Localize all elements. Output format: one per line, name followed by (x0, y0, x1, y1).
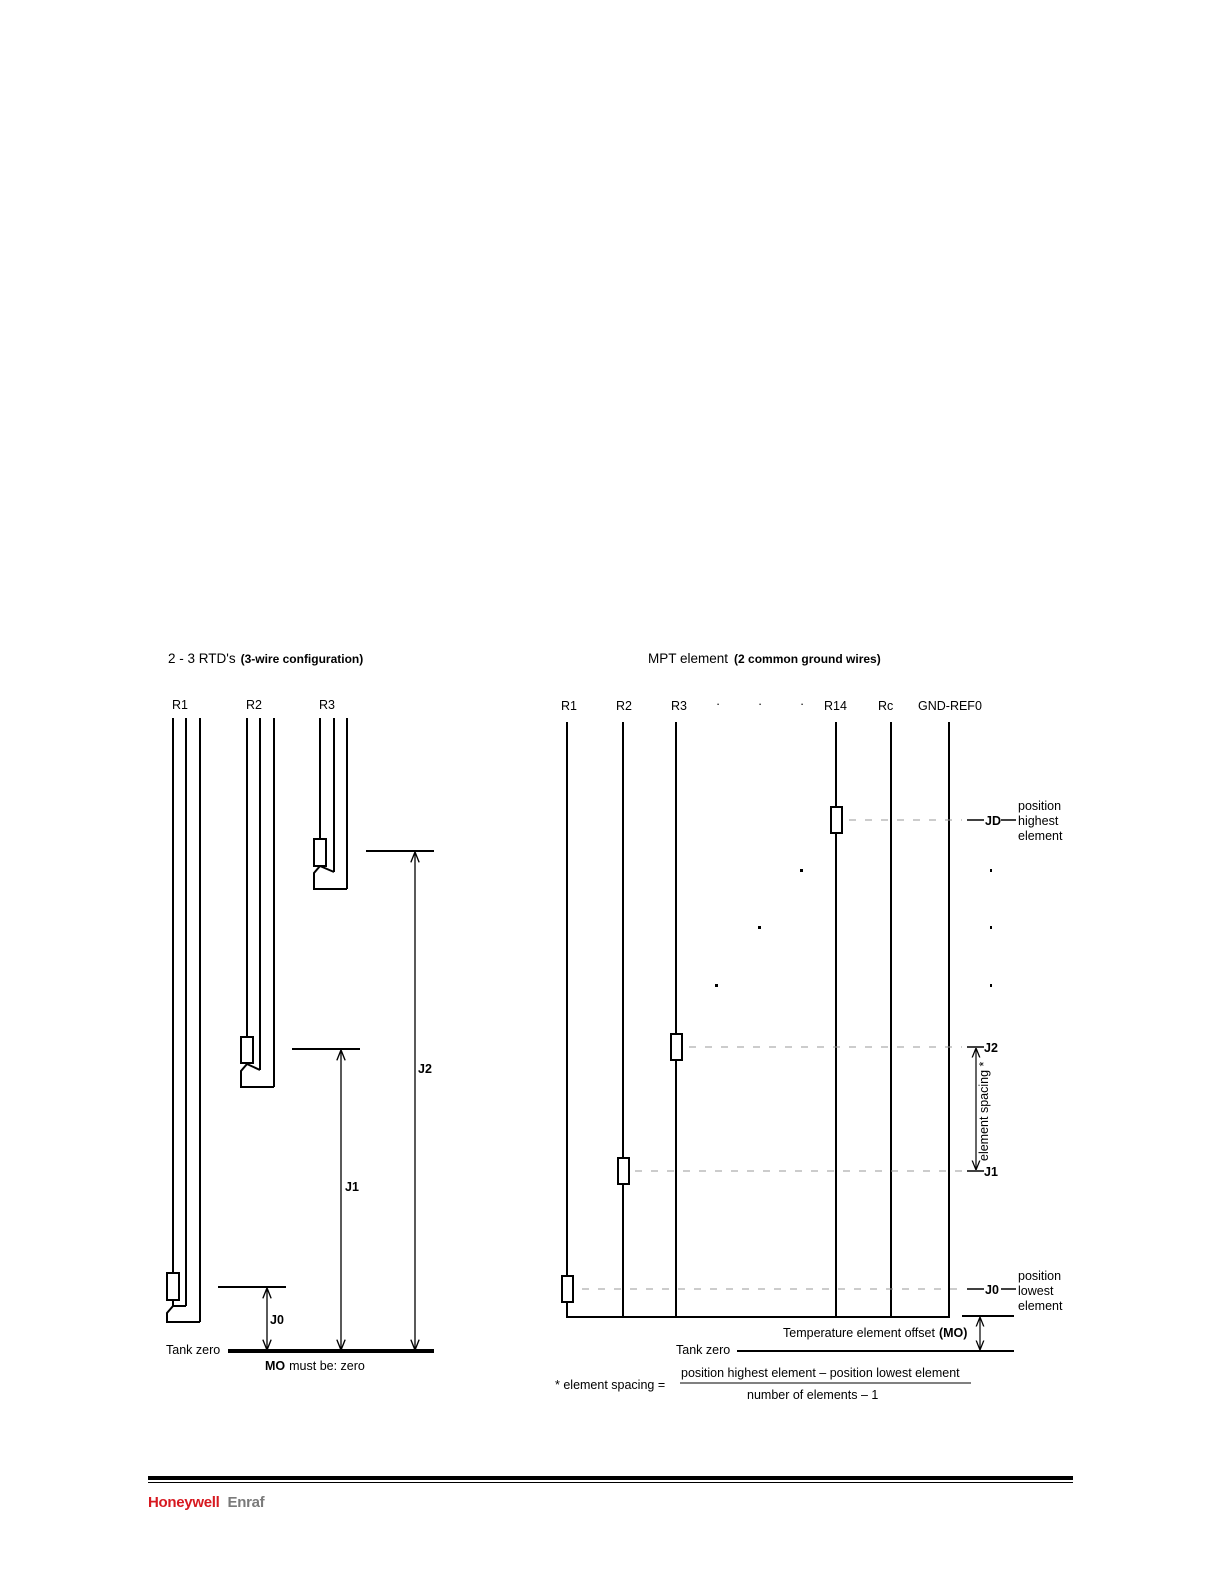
mpt-element-r14 (831, 807, 842, 833)
mpt-channel-rc: Rc (878, 699, 894, 713)
mpt-channel-gnd-ref0: GND-REF0 (918, 699, 982, 713)
rtd-r1-loop (167, 718, 200, 1322)
highest-note-line-2: highest (1018, 814, 1059, 828)
channel-ellipsis-2: · (758, 697, 763, 711)
brand-name: Honeywell (148, 1494, 220, 1511)
j2-label: J2 (418, 1062, 432, 1076)
mpt-element-r2 (618, 1158, 629, 1184)
formula-denominator: number of elements – 1 (747, 1388, 879, 1402)
left-title: 2 - 3 RTD's (3-wire configuration) (168, 651, 364, 666)
formula-lhs: * element spacing = (555, 1378, 666, 1392)
level-dot (990, 869, 992, 872)
lowest-note-line-3: element (1018, 1299, 1063, 1313)
left-channel-r2: R2 (246, 698, 262, 712)
channel-ellipsis-1: · (716, 697, 721, 711)
rtd-r3-loop (314, 718, 347, 889)
j2-level-label: J2 (984, 1041, 998, 1055)
mpt-channel-r14: R14 (824, 699, 847, 713)
rtd-r2-resistor (241, 1037, 253, 1063)
rtd-r1-resistor (167, 1273, 179, 1300)
mpt-channel-r3: R3 (671, 699, 687, 713)
mpt-channel-r2: R2 (616, 699, 632, 713)
level-dot (990, 926, 992, 929)
left-tank-zero-label: Tank zero (166, 1343, 221, 1357)
offset-label: Temperature element offset (MO) (783, 1326, 968, 1340)
level-dot (990, 984, 992, 987)
footer-rule (148, 1476, 1073, 1480)
rtd-r2-loop (241, 718, 274, 1087)
j1-level-label: J1 (984, 1165, 998, 1179)
channel-ellipsis-3: · (800, 697, 805, 711)
left-rtd-diagram (166, 651, 434, 1373)
mpt-element-r1 (562, 1276, 573, 1302)
highest-note-line-1: position (1018, 799, 1062, 813)
intermediate-element-dot (800, 869, 803, 872)
mpt-channel-r1: R1 (561, 699, 577, 713)
sub-brand-name: Enraf (227, 1494, 265, 1511)
highest-note-line-3: element (1018, 829, 1063, 843)
lowest-note-line-1: position (1018, 1269, 1062, 1283)
honeywell-enraf-logo (148, 1494, 264, 1511)
intermediate-element-dot (758, 926, 761, 929)
footer-rule-thin (148, 1482, 1073, 1483)
rtd-r3-resistor (314, 839, 326, 866)
jd-label: JD (985, 814, 1001, 828)
right-mpt-diagram (555, 651, 1063, 1402)
right-tank-zero-label: Tank zero (676, 1343, 731, 1357)
formula-numerator: position highest element – position lowest element (681, 1366, 960, 1380)
right-title: MPT element (2 common ground wires) (648, 651, 881, 666)
mpt-element-r3 (671, 1034, 682, 1060)
j1-label: J1 (345, 1180, 359, 1194)
intermediate-element-dot (715, 984, 718, 987)
left-channel-r1: R1 (172, 698, 188, 712)
j0-level-label: J0 (985, 1283, 999, 1297)
mo-note: MO must be: zero (265, 1359, 365, 1373)
lowest-note-line-2: lowest (1018, 1284, 1054, 1298)
element-spacing-label: element spacing * (977, 1061, 991, 1161)
left-channel-r3: R3 (319, 698, 335, 712)
j0-label: J0 (270, 1313, 284, 1327)
